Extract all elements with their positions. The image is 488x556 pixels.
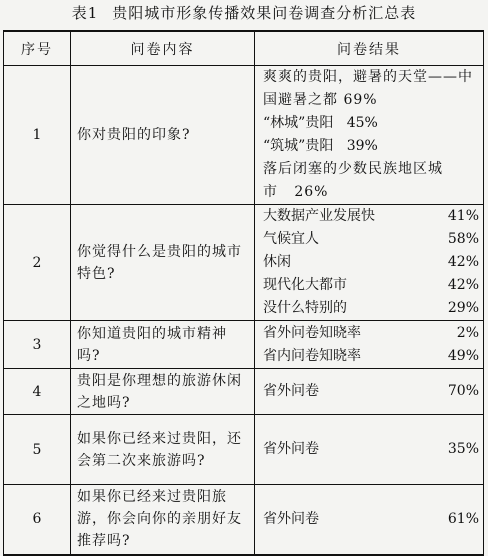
table-row [4, 205, 484, 321]
row-number: 3 [4, 321, 71, 369]
row-number: 1 [4, 66, 71, 205]
row-question: 贵阳是你理想的旅游休闲之地吗? [71, 369, 255, 415]
row-question: 如果你已经来过贵阳，还会第二次来旅游吗? [71, 415, 255, 485]
row-question: 你知道贵阳的城市精神吗? [71, 321, 255, 369]
row-results [255, 321, 484, 369]
row-question: 如果你已经来过贵阳旅游，你会向你的亲朋好友推荐吗? [71, 485, 255, 555]
result-item: 省外问卷知晓率 2% [263, 324, 479, 341]
result-item: 省外问卷 35% [263, 441, 479, 457]
result-item: “林城”贵阳 45% [263, 115, 378, 131]
row-results [255, 369, 484, 415]
header-no: 序号 [4, 31, 71, 66]
table-caption [0, 2, 488, 23]
table-row [4, 66, 484, 205]
result-item: “筑城”贵阳 39% [263, 138, 378, 154]
row-results [255, 485, 484, 555]
caption-text: 贵阳城市形象传播效果问卷调查分析汇总表 [112, 4, 417, 22]
result-item: 省内问卷知晓率 49% [263, 347, 479, 364]
table-row [4, 415, 484, 485]
header-result: 问卷结果 [255, 31, 484, 66]
caption-number: 表1 [71, 4, 99, 22]
row-number: 4 [4, 369, 71, 415]
result-item: 现代化大都市 42% [263, 277, 479, 293]
result-item: 落后闭塞的少数民族地区城市 26% [263, 161, 443, 200]
table-row [4, 485, 484, 555]
result-item: 省外问卷 61% [263, 510, 479, 527]
result-item: 没什么特别的 29% [263, 300, 479, 316]
row-results [255, 205, 484, 321]
row-results [255, 66, 484, 205]
survey-table [3, 30, 484, 556]
result-item: 气候宜人 58% [263, 231, 479, 247]
row-question: 你觉得什么是贵阳的城市特色? [71, 205, 255, 321]
result-item: 省外问卷 70% [263, 383, 479, 399]
row-question: 你对贵阳的印象? [71, 66, 255, 205]
row-number: 5 [4, 415, 71, 485]
row-number: 6 [4, 485, 71, 555]
header-question: 问卷内容 [71, 31, 255, 66]
result-item: 休闲 42% [263, 254, 479, 270]
table-row [4, 321, 484, 369]
result-item: 爽爽的贵阳，避暑的天堂——中国避暑之都 69% [263, 69, 473, 108]
header-row [4, 31, 484, 66]
row-number: 2 [4, 205, 71, 321]
result-item: 大数据产业发展快 41% [263, 208, 479, 224]
table-row [4, 369, 484, 415]
row-results [255, 415, 484, 485]
